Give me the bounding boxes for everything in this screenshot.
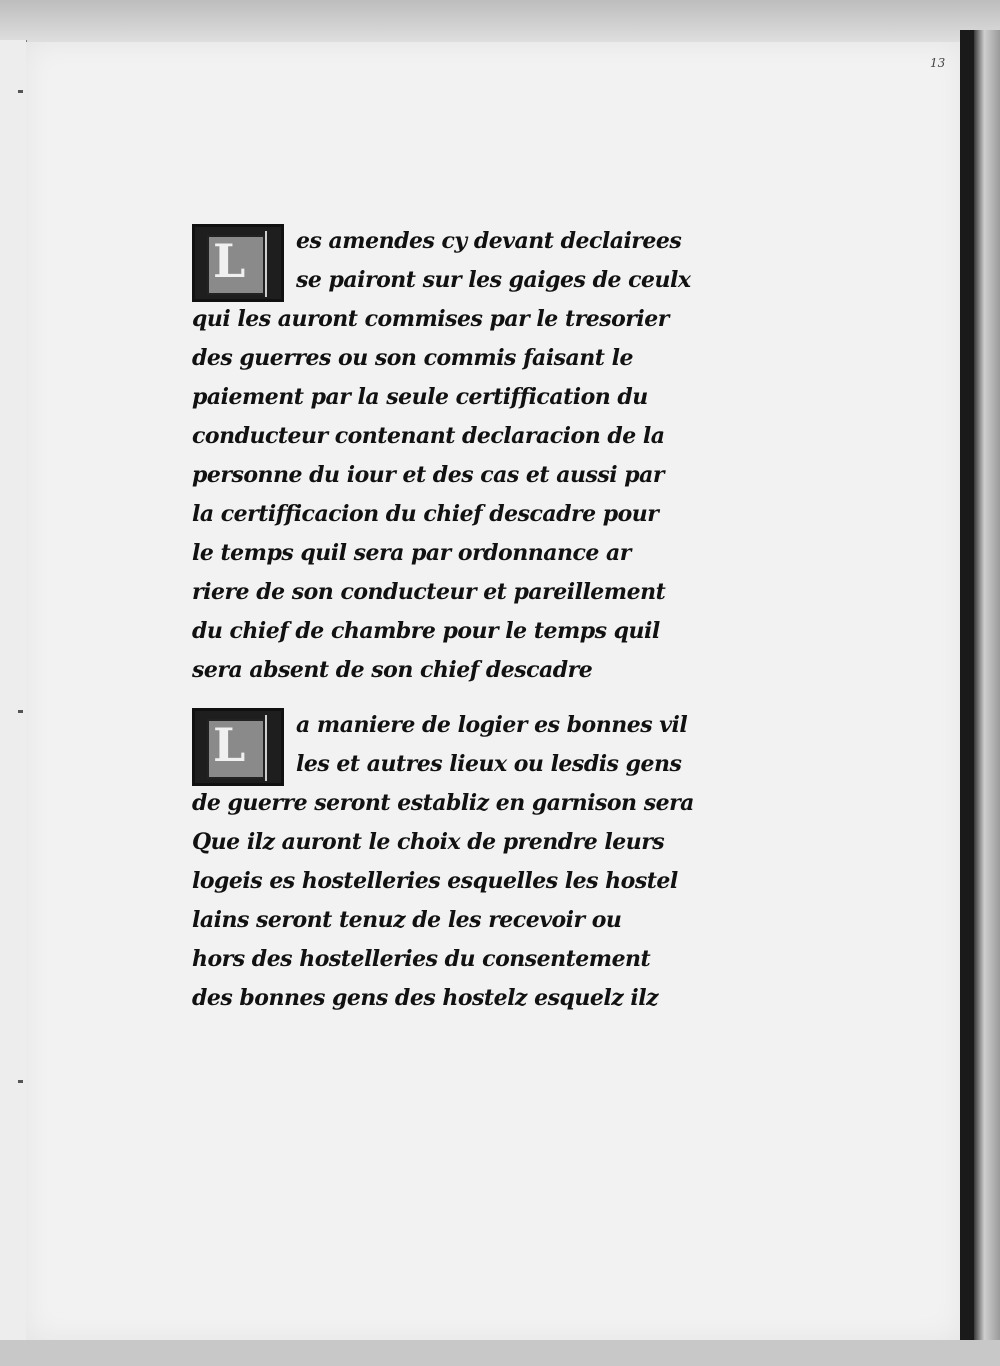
text-line: des bonnes gens des hostelz esquelz ilz [192,985,659,1011]
decorated-initial [192,708,284,786]
text-line: a maniere de logier es bonnes vil [296,712,688,738]
text-line: le temps quil sera par ordonnance ar [192,540,631,566]
text-line: de guerre seront establiz en garnison sera [192,790,694,816]
text-line: des guerres ou son commis faisant le [192,345,633,371]
text-line: Que ilz auront le choix de prendre leurs [192,829,665,855]
text-line: se pairont sur les gaiges de ceulx [296,267,691,293]
book-fore-edge [974,30,1000,1366]
initial-letter: L [213,234,246,288]
decorated-initial [192,224,284,302]
binding-stitch [18,710,23,713]
facing-page-edge [0,40,27,1360]
text-line: conducteur contenant declaracion de la [192,423,665,449]
text-line: es amendes cy devant declairees [296,228,682,254]
text-line: lains seront tenuz de les recevoir ou [192,907,622,933]
initial-letter: L [213,718,246,772]
text-line: du chief de chambre pour le temps quil [192,618,660,644]
text-line: paiement par la seule certiffication du [192,384,648,410]
paragraph-1 [192,222,752,690]
text-line: logeis es hostelleries esquelles les hostel [192,868,678,894]
scan-top-edge [0,0,1000,48]
text-line: les et autres lieux ou lesdis gens [296,751,682,777]
page-edge-shadow [960,30,974,1340]
text-line: riere de son conducteur et pareillement [192,579,666,605]
paragraph-2 [192,706,752,1018]
text-line: sera absent de son chief descadre [192,657,593,683]
text-line: personne du iour et des cas et aussi par [192,462,665,488]
text-line: hors des hostelleries du consentement [192,946,651,972]
scan-bottom-edge [0,1340,1000,1366]
initial-flourish [265,231,277,297]
binding-stitch [18,90,23,93]
text-line: qui les auront commises par le tresorier [192,306,669,332]
text-line: la certifficacion du chief descadre pour [192,501,659,527]
binding-stitch [18,1080,23,1083]
initial-flourish [265,715,277,781]
folio-number: 13 [930,56,946,70]
